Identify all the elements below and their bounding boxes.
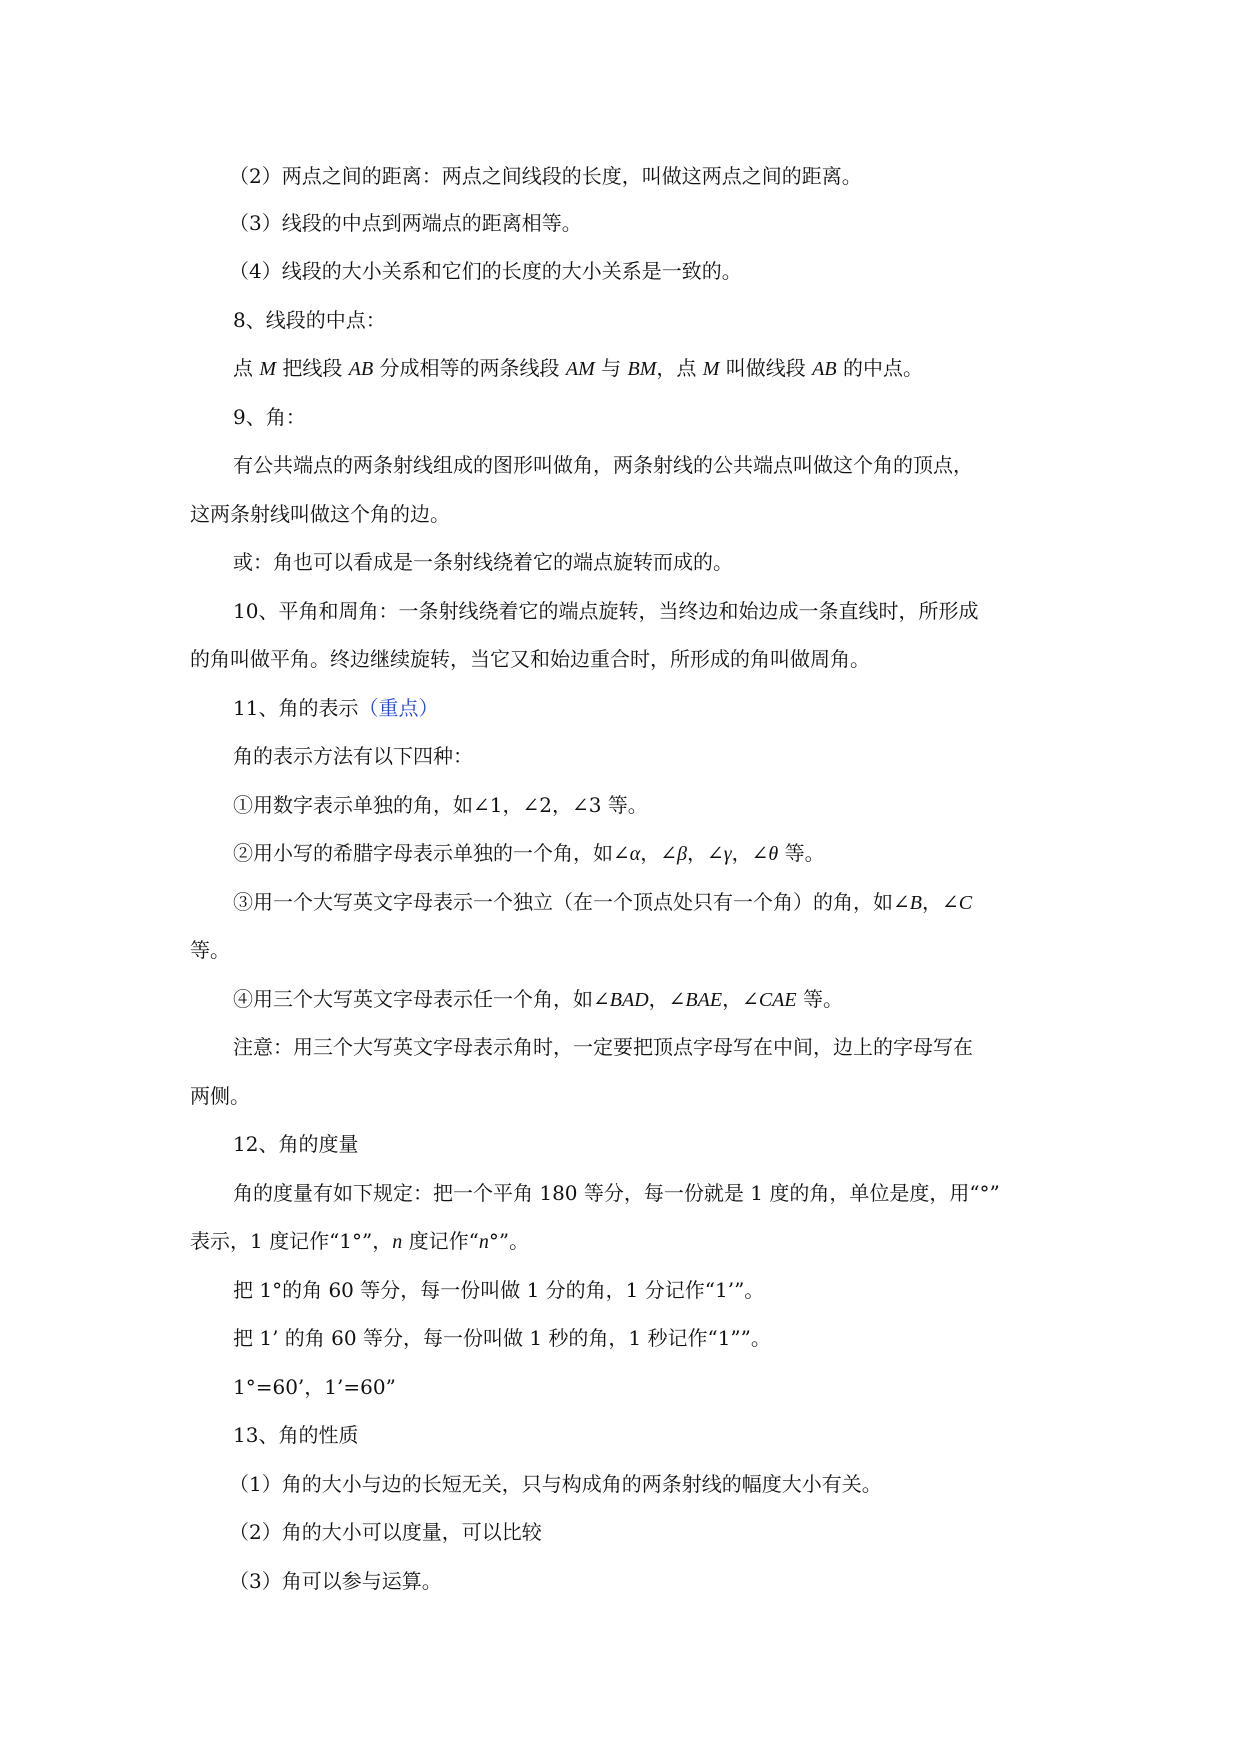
text-line: 10、平角和周角：一条射线绕着它的端点旋转，当终边和始边成一条直线时，所形成: [233, 599, 979, 623]
text-run: 与: [594, 356, 628, 380]
text-line: [233, 989, 843, 1010]
math-var: α: [629, 843, 641, 865]
text-run: ③用一个大写英文字母表示一个独立（在一个顶点处只有一个角）的角，如∠: [233, 890, 910, 914]
text-run: ，∠: [640, 841, 678, 865]
text-line: [233, 843, 825, 864]
text-line: （3）角可以参与运算。: [229, 1569, 442, 1593]
text-run: ，∠: [731, 841, 769, 865]
section-heading: [233, 698, 438, 718]
text-run: 叫做线段: [719, 356, 813, 380]
math-var: AB: [812, 358, 837, 380]
math-var: C: [958, 892, 973, 914]
math-var: γ: [723, 843, 732, 865]
text-line: 等。: [190, 938, 230, 962]
math-var: n: [392, 1231, 403, 1253]
math-var: θ: [768, 843, 779, 865]
text-run: ，∠: [921, 890, 959, 914]
text-run: 分成相等的两条线段: [373, 356, 566, 380]
text-line: 或：角也可以看成是一条射线绕着它的端点旋转而成的。: [233, 550, 733, 574]
text-line: 注意：用三个大写英文字母表示角时，一定要把顶点字母写在中间，边上的字母写在: [233, 1035, 973, 1059]
math-var: BM: [627, 358, 657, 380]
text-line: 角的度量有如下规定：把一个平角 180 等分，每一份就是 1 度的角，单位是度，用“°”: [233, 1181, 1000, 1205]
math-var: β: [677, 843, 687, 865]
text-run: ④用三个大写英文字母表示任一个角，如∠: [233, 987, 610, 1011]
text-run: ，∠: [648, 987, 686, 1011]
text-run: 的中点。: [836, 356, 923, 380]
text-run: °”。: [488, 1229, 530, 1253]
text-run: ②用小写的希腊字母表示单独的一个角，如∠: [233, 841, 630, 865]
math-var: M: [702, 358, 720, 380]
text-line: （2）两点之间的距离：两点之间线段的长度，叫做这两点之间的距离。: [229, 164, 862, 188]
text-line: 这两条射线叫做这个角的边。: [190, 502, 450, 526]
math-var: B: [909, 892, 922, 914]
text-line: （1）角的大小与边的长短无关，只与构成角的两条射线的幅度大小有关。: [229, 1472, 882, 1496]
text-line: ①用数字表示单独的角，如∠1，∠2，∠3 等。: [233, 793, 648, 817]
math-var: BAE: [685, 989, 723, 1011]
text-run: ，∠: [687, 841, 724, 865]
math-var: n: [478, 1231, 489, 1253]
text-line: （3）线段的中点到两端点的距离相等。: [229, 211, 582, 235]
text-line: （4）线段的大小关系和它们的长度的大小关系是一致的。: [229, 259, 742, 283]
text-run: 度记作“: [402, 1229, 479, 1253]
text-line: （2）角的大小可以度量，可以比较: [229, 1520, 542, 1544]
section-heading: 13、角的性质: [233, 1423, 359, 1447]
text-line: 两侧。: [190, 1084, 250, 1108]
text-line: 把 1°的角 60 等分，每一份叫做 1 分的角，1 分记作“1’”。: [233, 1278, 765, 1302]
text-line: [190, 1231, 529, 1252]
section-heading: 9、角：: [233, 405, 306, 429]
text-line: 有公共端点的两条射线组成的图形叫做角，两条射线的公共端点叫做这个角的顶点，: [233, 453, 973, 477]
text-run: ，点: [656, 356, 703, 380]
text-line: 角的表示方法有以下四种：: [233, 744, 473, 768]
text-run: ，∠: [722, 987, 759, 1011]
text-line: [233, 358, 923, 379]
text-run: 等。: [796, 987, 843, 1011]
section-heading: 8、线段的中点：: [233, 308, 386, 332]
text-run: 点: [233, 356, 260, 380]
text-line: 把 1’ 的角 60 等分，每一份叫做 1 秒的角，1 秒记作“1””。: [233, 1326, 771, 1350]
text-run: 等。: [778, 841, 825, 865]
math-var: BAD: [609, 989, 649, 1011]
math-var: M: [259, 358, 277, 380]
text-line: 的角叫做平角。终边继续旋转，当它又和始边重合时，所形成的角叫做周角。: [190, 647, 870, 671]
text-run: 表示，1 度记作“1°”，: [190, 1229, 393, 1253]
text-line: 1°=60’，1’=60”: [233, 1375, 396, 1399]
text-run: 11、角的表示: [233, 696, 359, 720]
math-var: AB: [348, 358, 374, 380]
highlight-label: （重点）: [358, 696, 439, 720]
text-run: 把线段: [276, 356, 349, 380]
math-var: AM: [565, 358, 595, 380]
math-var: CAE: [758, 989, 797, 1011]
section-heading: 12、角的度量: [233, 1132, 359, 1156]
text-line: [233, 892, 972, 913]
